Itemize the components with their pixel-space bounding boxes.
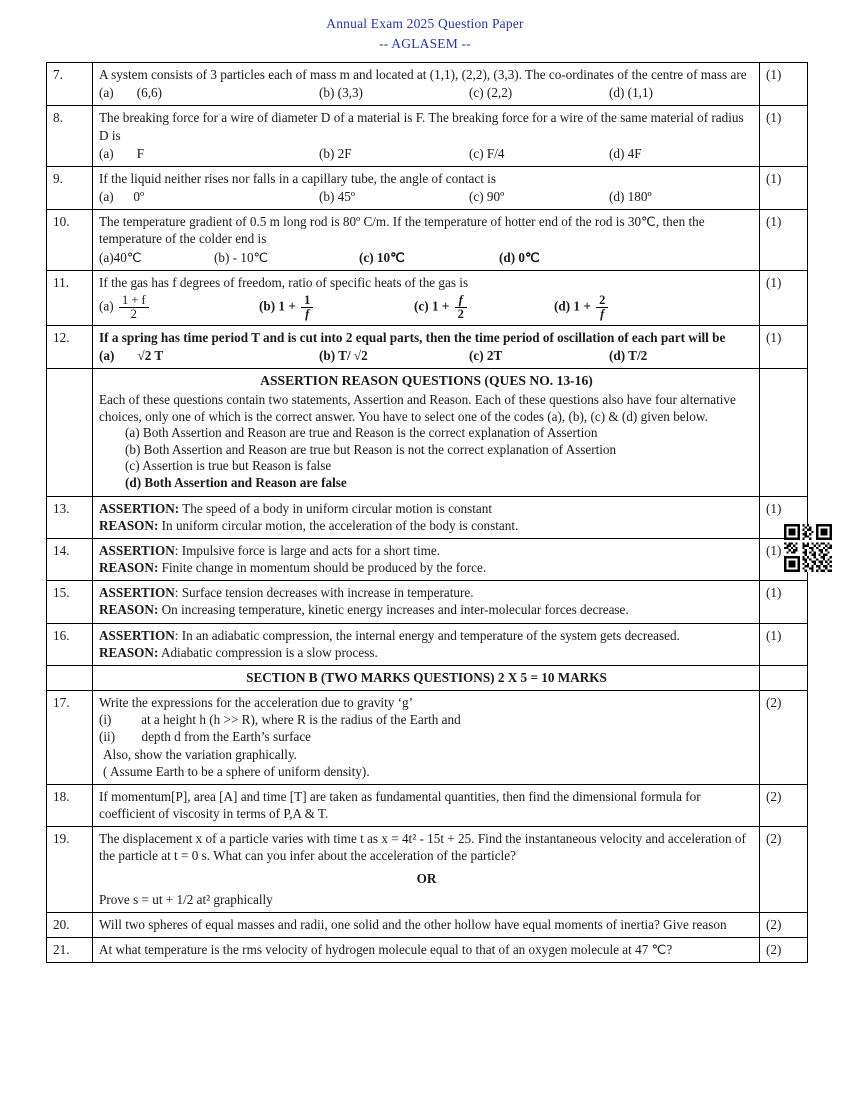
reason-text: In uniform circular motion, the acceleration of the body is constant. bbox=[161, 517, 519, 533]
table-row bbox=[47, 937, 808, 962]
option-b-label: (b) bbox=[259, 298, 276, 314]
option-d[interactable]: (d) 4F bbox=[609, 145, 642, 161]
option-c-prefix: 1 + bbox=[431, 298, 450, 314]
question-body bbox=[93, 691, 760, 785]
table-row bbox=[47, 325, 808, 368]
table-row bbox=[47, 63, 808, 106]
question-number: 20. bbox=[47, 912, 93, 937]
question-line: (i) at a height h (h >> R), where R is the radius of the Earth and bbox=[99, 712, 461, 728]
question-body bbox=[93, 784, 760, 826]
header-title: Annual Exam 2025 Question Paper bbox=[326, 16, 524, 31]
question-line: The displacement x of a particle varies with time t as x = 4t² - 15t + 25. Find the instantaneous velocity and acceleration of the particle at t = 0 s. What can you infer about the acceleration of the particle? bbox=[99, 831, 746, 864]
table-row bbox=[47, 270, 808, 325]
question-number: 21. bbox=[47, 937, 93, 962]
assertion-label: ASSERTION bbox=[99, 542, 175, 558]
option-d[interactable]: (d) (1,1) bbox=[609, 85, 653, 101]
question-line: Also, show the variation graphically. bbox=[103, 746, 297, 762]
question-marks: (2) bbox=[760, 784, 808, 826]
assertion-label: ASSERTION bbox=[99, 627, 175, 643]
assertion-line bbox=[99, 584, 754, 601]
table-row bbox=[47, 166, 808, 209]
assertion-line bbox=[99, 500, 754, 517]
assertion-text: : Surface tension decreases with increase in temperature. bbox=[174, 585, 474, 601]
assertion-text: : In an adiabatic compression, the internal energy and temperature of the system gets decreased. bbox=[174, 627, 680, 643]
question-number: 14. bbox=[47, 538, 93, 580]
qr-code-icon bbox=[784, 524, 832, 572]
option-c-label: (c) bbox=[414, 298, 429, 314]
option-a-label: (a) bbox=[99, 298, 114, 314]
assertion-reason-block-row bbox=[47, 369, 808, 496]
question-marks: (1) bbox=[760, 270, 808, 325]
question-text: If a spring has time period T and is cut into 2 equal parts, then the time period of oscillation of each part will be bbox=[99, 329, 726, 345]
option-b[interactable]: (b) - 10℃ bbox=[214, 249, 269, 265]
table-row bbox=[47, 210, 808, 270]
assertion-label: ASSERTION bbox=[99, 585, 175, 601]
reason-line bbox=[99, 601, 754, 618]
assertion-block-heading: ASSERTION REASON QUESTIONS (QUES NO. 13-16) bbox=[260, 373, 593, 389]
table-row bbox=[47, 827, 808, 913]
table-row bbox=[47, 496, 808, 538]
question-number: 10. bbox=[47, 210, 93, 270]
table-row bbox=[47, 691, 808, 785]
question-text: A system consists of 3 particles each of mass m and located at (1,1), (2,2), (3,3). The co-ordinates of the centre of mass are bbox=[99, 67, 747, 83]
question-line: ( Assume Earth to be a sphere of uniform density). bbox=[103, 763, 370, 779]
reason-label: REASON: bbox=[99, 644, 159, 660]
table-row bbox=[47, 912, 808, 937]
question-marks: (2) bbox=[760, 827, 808, 913]
question-body bbox=[93, 63, 760, 106]
assertion-line bbox=[99, 627, 754, 644]
option-a[interactable]: (a) F bbox=[99, 145, 145, 161]
question-text: The breaking force for a wire of diameter D of a material is F. The breaking force for a wire of the same material of radius D is bbox=[99, 110, 744, 143]
question-number: 8. bbox=[47, 106, 93, 166]
question-line: At what temperature is the rms velocity of hydrogen molecule equal to that of an oxygen molecule at 47 ℃? bbox=[99, 941, 673, 957]
question-body bbox=[93, 581, 760, 623]
reason-text: Adiabatic compression is a slow process. bbox=[160, 644, 378, 660]
question-body bbox=[93, 623, 760, 665]
option-b[interactable]: (b) (3,3) bbox=[319, 85, 363, 101]
question-marks: (1) bbox=[760, 581, 808, 623]
reason-line bbox=[99, 517, 754, 534]
questions-table bbox=[46, 62, 808, 963]
option-a[interactable]: (a) √2 T bbox=[99, 348, 164, 363]
question-number: 19. bbox=[47, 827, 93, 913]
option-c[interactable]: (c) 90º bbox=[469, 189, 505, 205]
option-d[interactable]: (d) 0℃ bbox=[499, 249, 540, 265]
question-marks: (1) bbox=[760, 325, 808, 368]
reason-line bbox=[99, 559, 754, 576]
reason-label: REASON: bbox=[99, 602, 159, 618]
option-c[interactable]: (c) F/4 bbox=[469, 145, 505, 161]
question-marks: (1) bbox=[760, 166, 808, 209]
assertion-block-number bbox=[47, 369, 93, 496]
reason-line bbox=[99, 644, 754, 661]
question-line: (ii) depth d from the Earth’s surface bbox=[99, 729, 312, 745]
question-number: 17. bbox=[47, 691, 93, 785]
question-body bbox=[93, 166, 760, 209]
option-c[interactable]: (c) 10℃ bbox=[359, 249, 405, 265]
question-number: 7. bbox=[47, 63, 93, 106]
assertion-label: ASSERTION: bbox=[99, 500, 180, 516]
options-row bbox=[99, 145, 754, 162]
reason-label: REASON: bbox=[99, 517, 159, 533]
table-row bbox=[47, 784, 808, 826]
option-d-fraction: $\frac{2}{f}$ bbox=[596, 294, 608, 321]
or-separator: OR bbox=[416, 871, 437, 887]
question-body bbox=[93, 496, 760, 538]
question-marks: (1) bbox=[760, 63, 808, 106]
option-c[interactable] bbox=[414, 294, 554, 321]
question-marks: (1) bbox=[760, 210, 808, 270]
question-number: 15. bbox=[47, 581, 93, 623]
option-c[interactable]: (c) 2T bbox=[469, 348, 503, 363]
question-body bbox=[93, 210, 760, 270]
question-marks: (1) bbox=[760, 496, 808, 538]
option-b-fraction: $\frac{1}{f}$ bbox=[301, 294, 313, 321]
option-a[interactable]: (a) (6,6) bbox=[99, 85, 162, 101]
table-row bbox=[47, 538, 808, 580]
question-number: 13. bbox=[47, 496, 93, 538]
question-line: If momentum[P], area [A] and time [T] are taken as fundamental quantities, then find the dimensional formula for coefficient of viscosity in terms of P,A & T. bbox=[99, 788, 701, 821]
section-b-marks bbox=[760, 665, 808, 690]
option-b-prefix: 1 + bbox=[278, 298, 296, 314]
options-row bbox=[99, 84, 754, 101]
table-row bbox=[47, 106, 808, 166]
header-subtitle: -- AGLASEM -- bbox=[379, 35, 471, 51]
question-body bbox=[93, 912, 760, 937]
section-b-heading: SECTION B (TWO MARKS QUESTIONS) 2 X 5 = 10 MARKS bbox=[93, 665, 760, 690]
assertion-block-marks bbox=[760, 369, 808, 496]
reason-text: On increasing temperature, kinetic energy increases and inter-molecular forces decrease. bbox=[161, 602, 629, 618]
options-row bbox=[99, 294, 754, 321]
question-body bbox=[93, 106, 760, 166]
question-number: 18. bbox=[47, 784, 93, 826]
option-a-fraction: $\frac{1 + f}{2}$ bbox=[119, 294, 149, 321]
question-marks: (1) bbox=[760, 538, 808, 580]
question-marks: (2) bbox=[760, 912, 808, 937]
question-body bbox=[93, 538, 760, 580]
question-marks: (2) bbox=[760, 937, 808, 962]
section-b-heading-row bbox=[47, 665, 808, 690]
option-b[interactable]: (b) T/ √2 bbox=[319, 348, 368, 363]
question-number: 16. bbox=[47, 623, 93, 665]
question-marks: (2) bbox=[760, 691, 808, 785]
assertion-code-b: (b) Both Assertion and Reason are true but Reason is not the correct explanation of Assertion bbox=[125, 441, 617, 457]
options-row bbox=[99, 188, 754, 205]
reason-text: Finite change in momentum should be produced by the force. bbox=[161, 560, 487, 576]
option-b[interactable] bbox=[259, 294, 414, 321]
assertion-code-a: (a) Both Assertion and Reason are true and Reason is the correct explanation of Assertion bbox=[125, 425, 598, 441]
question-body bbox=[93, 827, 760, 913]
question-text: The temperature gradient of 0.5 m long rod is 80º C/m. If the temperature of hotter end of the rod is 30℃, then the temperature of the colder end is bbox=[99, 214, 705, 247]
question-line: Write the expressions for the acceleration due to gravity ‘g’ bbox=[99, 695, 414, 711]
assertion-block-intro: Each of these questions contain two statements, Assertion and Reason. Each of these questions also have four alternative choices, only one of which is the correct answer. You have to select one of the codes (a), (b), (c) & (d) given below. bbox=[99, 391, 736, 424]
reason-label: REASON: bbox=[99, 560, 159, 576]
question-number: 9. bbox=[47, 166, 93, 209]
options-row bbox=[99, 347, 754, 364]
option-b[interactable]: (b) 2F bbox=[319, 145, 352, 161]
assertion-text: The speed of a body in uniform circular motion is constant bbox=[182, 500, 493, 516]
qr-code bbox=[784, 524, 832, 572]
table-row bbox=[47, 623, 808, 665]
options-row bbox=[99, 249, 754, 266]
question-alt-line: Prove s = ut + 1/2 at² graphically bbox=[99, 891, 273, 907]
option-d[interactable]: (d) 180º bbox=[609, 189, 652, 205]
option-d-label: (d) bbox=[554, 298, 571, 314]
section-b-number bbox=[47, 665, 93, 690]
assertion-code-d: (d) Both Assertion and Reason are false bbox=[125, 475, 347, 491]
question-line: Will two spheres of equal masses and radii, one solid and the other hollow have equal moments of inertia? Give reason bbox=[99, 916, 727, 932]
document-header bbox=[46, 14, 804, 53]
assertion-line bbox=[99, 542, 754, 559]
assertion-text: : Impulsive force is large and acts for a short time. bbox=[174, 542, 441, 558]
question-number: 11. bbox=[47, 270, 93, 325]
option-a[interactable]: (a) 0º bbox=[99, 189, 145, 205]
assertion-code-c: (c) Assertion is true but Reason is false bbox=[125, 458, 332, 474]
option-a[interactable]: (a)40℃ bbox=[99, 249, 142, 265]
question-body bbox=[93, 325, 760, 368]
option-c[interactable]: (c) (2,2) bbox=[469, 85, 513, 101]
option-d[interactable]: (d) T/2 bbox=[609, 348, 648, 363]
option-d[interactable] bbox=[554, 294, 610, 321]
option-a[interactable] bbox=[99, 294, 259, 321]
assertion-block-body bbox=[93, 369, 760, 496]
question-text: If the liquid neither rises nor falls in a capillary tube, the angle of contact is bbox=[99, 170, 496, 186]
option-b[interactable]: (b) 45º bbox=[319, 189, 355, 205]
question-text: If the gas has f degrees of freedom, ratio of specific heats of the gas is bbox=[99, 274, 469, 290]
option-c-fraction: $\frac{f}{2}$ bbox=[455, 294, 467, 321]
table-row bbox=[47, 581, 808, 623]
question-body bbox=[93, 937, 760, 962]
question-body bbox=[93, 270, 760, 325]
question-number: 12. bbox=[47, 325, 93, 368]
question-marks: (1) bbox=[760, 623, 808, 665]
question-marks: (1) bbox=[760, 106, 808, 166]
option-d-prefix: 1 + bbox=[573, 298, 591, 314]
